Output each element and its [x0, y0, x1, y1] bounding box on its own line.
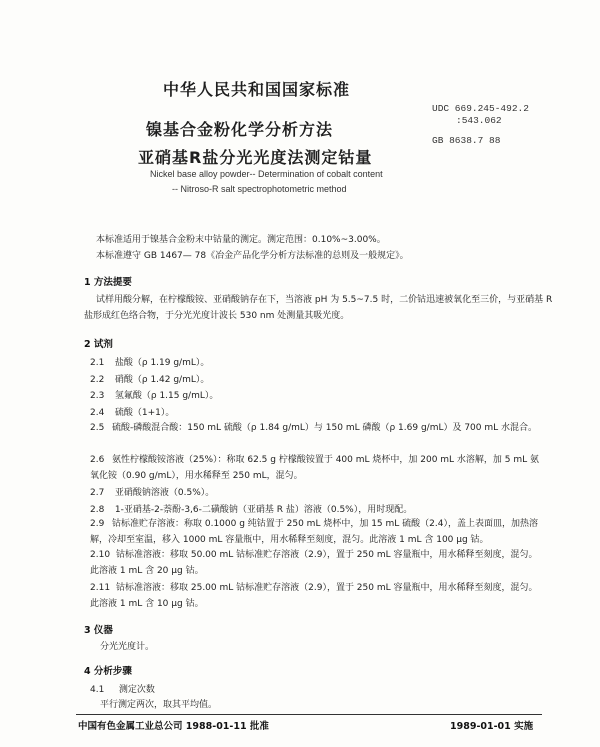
reagent-item — [90, 452, 546, 484]
reagent-text: 1-亚硝基-2-萘酚-3,6-二磺酸钠（亚硝基 R 盐）溶液（0.5%），用时现配。 — [114, 505, 413, 515]
reagent-item — [90, 547, 546, 579]
reagent-item — [90, 357, 209, 369]
implementation-date: 1989-01-01 实施 — [450, 721, 534, 732]
document-title-line-1: 镍基合金粉化学分析方法 — [146, 120, 334, 139]
reagent-number: 2.11 — [90, 583, 111, 593]
document-title-line-2: 亚硝基R盐分光光度法测定钴量 — [138, 148, 373, 167]
reagent-text: 氨性柠檬酸铵溶液（25%）：称取 62.5 g 柠檬酸铵置于 400 mL 烧杯中，加 200 mL 水溶解，加 5 mL 氨氧化铵（0.90 g/mL），用水稀释至 250 mL，混匀。 — [90, 455, 540, 481]
reagent-text: 亚硝酸钠溶液（0.5%）。 — [114, 488, 215, 498]
section-1-text: 试样用酸分解，在柠檬酸铵、亚硝酸钠存在下，当溶液 pH 为 5.5~7.5 时，二价钴迅速被氧化至三价，与亚硝基 R 盐形成红色络合物，于分光光度计波长 530 nm 处测量其吸光度。 — [84, 295, 553, 321]
intro-scope: 本标准适用于镍基合金粉末中钴量的测定。测定范围：0.10%~3.00%。 — [96, 235, 386, 245]
udc-line-2: :543.062 — [456, 115, 502, 126]
reagent-item — [90, 420, 546, 436]
reagent-text: 钴标准溶液：移取 50.00 mL 钴标准贮存溶液（2.9），置于 250 mL 容量瓶中，用水稀释至刻度，混匀。此溶液 1 mL 含 20 μg 钴。 — [90, 550, 538, 576]
reagent-number: 2.8 — [90, 505, 105, 515]
reagent-number: 2.7 — [90, 488, 105, 498]
section-4-1-heading — [90, 684, 155, 696]
reagent-number: 2.6 — [90, 455, 105, 465]
reagent-item — [90, 504, 412, 516]
reagent-number: 2.5 — [90, 423, 105, 433]
reagent-text: 氢氟酸（ρ 1.15 g/mL）。 — [114, 391, 219, 401]
reagent-text: 钴标准贮存溶液：称取 0.1000 g 纯钴置于 250 mL 烧杯中，加 15 mL 硫酸（2.4），盖上表面皿，加热溶解，冷却至室温，移入 1000 mL 容量瓶中，用水稀释至刻度，混匀。此溶液 1 mL 含 100 μg 钴。 — [90, 519, 538, 545]
udc-line-1: UDC 669.245-492.2 — [432, 103, 529, 114]
reagent-text: 硫酸-磷酸混合酸：150 mL 硫酸（ρ 1.84 g/mL）与 150 mL 磷酸（ρ 1.69 g/mL）及 700 mL 水混合。 — [112, 423, 538, 433]
reagent-text: 硝酸（ρ 1.42 g/mL）。 — [114, 375, 210, 385]
english-title-line-2: -- Nitroso-R salt spectrophotometric method — [172, 184, 347, 194]
section-3-text: 分光光度计。 — [100, 642, 155, 652]
section-2-heading: 2 试剂 — [84, 339, 113, 350]
reagent-text: 硫酸（1+1）。 — [114, 408, 175, 418]
udc-code — [432, 103, 529, 127]
reagent-number: 2.3 — [90, 391, 105, 401]
intro-compliance: 本标准遵守 GB 1467— 78《冶金产品化学分析方法标准的总则及一般规定》。 — [96, 251, 409, 261]
subsection-number: 4.1 — [90, 685, 105, 695]
reagent-number: 2.4 — [90, 408, 105, 418]
reagent-number: 2.10 — [90, 550, 111, 560]
reagent-item — [90, 516, 546, 548]
reagent-text: 钴标准溶液：移取 25.00 mL 钴标准贮存溶液（2.9），置于 250 mL 容量瓶中，用水稀释至刻度，混匀。此溶液 1 mL 含 10 μg 钴。 — [90, 583, 538, 609]
subsection-title: 测定次数 — [118, 685, 155, 695]
reagent-item — [90, 487, 214, 499]
gb-number: GB 8638.7 88 — [432, 135, 501, 146]
section-4-1-text: 平行测定两次，取其平均值。 — [100, 700, 218, 710]
reagent-number: 2.2 — [90, 375, 105, 385]
standard-type-title: 中华人民共和国国家标准 — [163, 80, 351, 99]
reagent-item — [90, 407, 174, 419]
english-title-line-1: Nickel base alloy powder-- Determination of cobalt content — [150, 169, 383, 179]
reagent-item — [90, 374, 209, 386]
footer-divider — [76, 714, 542, 715]
section-1-heading: 1 方法提要 — [84, 277, 132, 288]
approval-date: 中国有色金属工业总公司 1988-01-11 批准 — [78, 721, 269, 732]
reagent-text: 盐酸（ρ 1.19 g/mL）。 — [114, 358, 210, 368]
reagent-number: 2.9 — [90, 519, 105, 529]
reagent-item — [90, 580, 546, 612]
section-4-heading: 4 分析步骤 — [84, 666, 132, 677]
section-3-heading: 3 仪器 — [84, 625, 113, 636]
reagent-item — [90, 390, 218, 402]
reagent-number: 2.1 — [90, 358, 105, 368]
